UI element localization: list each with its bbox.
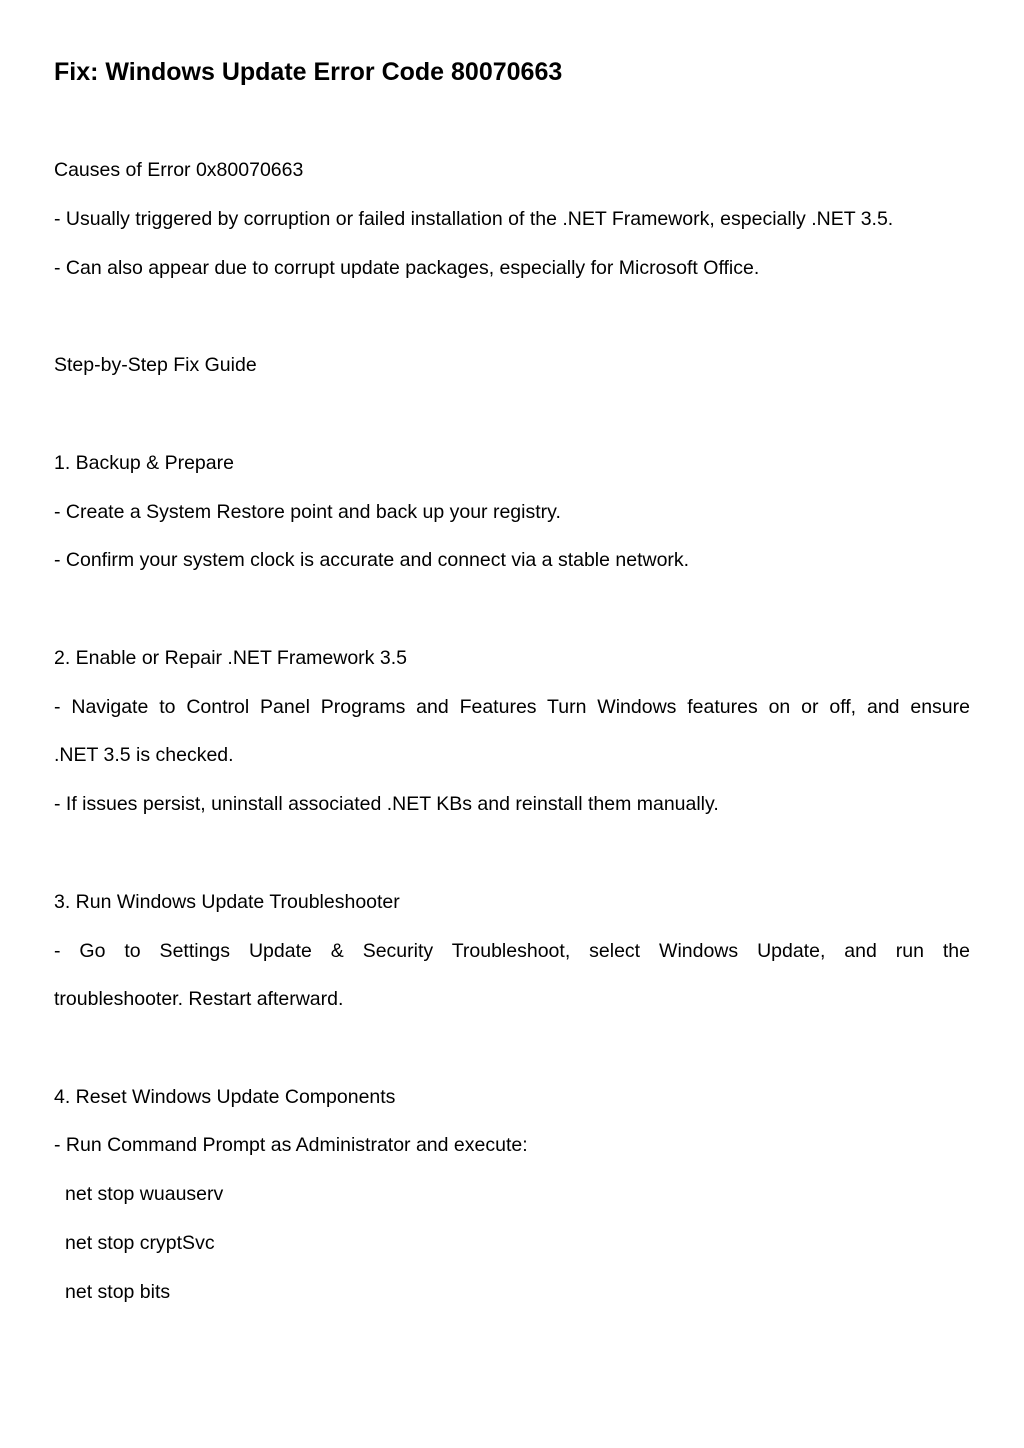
causes-item: - Usually triggered by corruption or failed installation of the .NET Framework, especially .NET 3.5. [54, 208, 894, 230]
causes-item: - Can also appear due to corrupt update packages, especially for Microsoft Office. [54, 257, 760, 279]
step-heading: 4. Reset Windows Update Components [54, 1086, 396, 1108]
guide-heading: Step-by-Step Fix Guide [54, 354, 257, 376]
step-text: - Go to Settings Update & Security Troubleshoot, select Windows Update, and run the [54, 940, 970, 962]
step-text: - Run Command Prompt as Administrator and execute: [54, 1134, 528, 1156]
document-title: Fix: Windows Update Error Code 80070663 [54, 58, 563, 86]
step-text: - Navigate to Control Panel Programs and Features Turn Windows features on or off, and ensure [54, 696, 970, 718]
step-heading: 1. Backup & Prepare [54, 452, 234, 474]
step-text: troubleshooter. Restart afterward. [54, 988, 344, 1010]
step-text: .NET 3.5 is checked. [54, 744, 234, 766]
causes-heading: Causes of Error 0x80070663 [54, 159, 304, 181]
step-text: - Confirm your system clock is accurate and connect via a stable network. [54, 549, 690, 571]
step-text: - If issues persist, uninstall associated .NET KBs and reinstall them manually. [54, 793, 719, 815]
command-line: net stop cryptSvc [65, 1232, 215, 1254]
command-line: net stop wuauserv [65, 1183, 224, 1205]
step-heading: 3. Run Windows Update Troubleshooter [54, 891, 400, 913]
command-line: net stop bits [65, 1281, 171, 1303]
step-heading: 2. Enable or Repair .NET Framework 3.5 [54, 647, 407, 669]
step-text: - Create a System Restore point and back up your registry. [54, 501, 561, 523]
